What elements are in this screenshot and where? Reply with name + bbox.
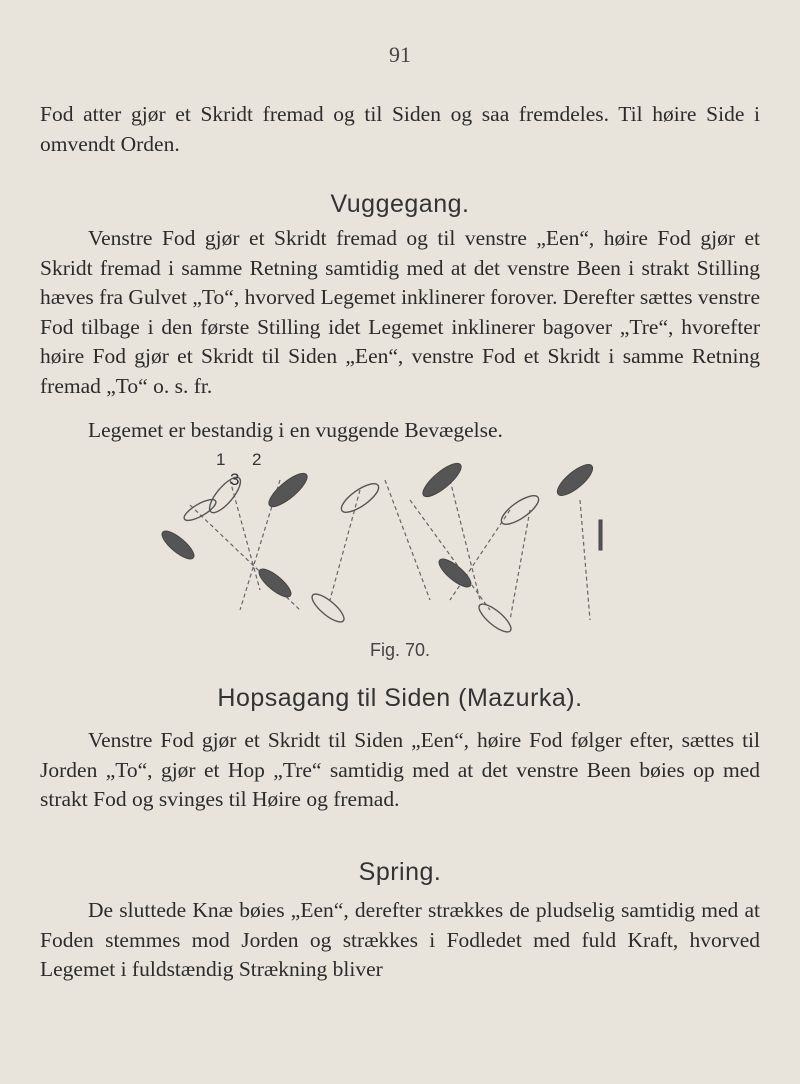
paragraph-intro: Fod atter gjør et Skridt fremad og til Siden og saa fremdeles. Til høire Side i omvendt Orden. xyxy=(40,102,760,156)
paragraph-spring: De sluttede Knæ bøies „Een“, derefter strækkes de pludselig samtidig med at Foden stemmes mod Jorden og strækkes i Fodledet med fuld Kraft, hvorved Legemet i fuldstændig Strækning bliver xyxy=(40,898,760,981)
heading-hopsagang: Hopsagang til Siden (Mazurka). xyxy=(217,684,583,712)
figure-label-2: 2 xyxy=(252,450,262,469)
paragraph-vuggegang-2: Legemet er bestandig i en vuggende Bevægelse. xyxy=(88,418,503,442)
paragraph-hopsagang: Venstre Fod gjør et Skridt til Siden „Een“, høire Fod følger efter, sættes til Jorden „To“, gjør et Hop „Tre“ samtidig med at det venstre Been bøies op med strakt Fod og svinges til Høire og fremad. xyxy=(40,728,760,811)
page-number: 91 xyxy=(389,42,411,67)
figure-label-3: 3 xyxy=(230,470,240,489)
foot-diagram xyxy=(150,450,630,640)
figure-caption: Fig. 70. xyxy=(369,640,431,660)
paragraph-vuggegang: Venstre Fod gjør et Skridt fremad og til venstre „Een“, høire Fod gjør et Skridt fremad i samme Retning samtidig med at det venstre Been i strakt Stilling hæves fra Gulvet „To“, hvorved Legemet inklinerer forover. Derefter sættes venstre Fod tilbage i den første Stilling idet Legemet inklinerer bagover „Tre“, hvorefter høire Fod gjør et Skridt til Siden „Een“, venstre Fod et Skridt i samme Retning fremad „To“ o. s. fr. xyxy=(40,226,760,398)
heading-vuggegang: Vuggegang. xyxy=(330,190,470,218)
figure-label-1: 1 xyxy=(216,450,226,469)
heading-spring: Spring. xyxy=(358,858,442,886)
figure-70 xyxy=(150,450,630,640)
